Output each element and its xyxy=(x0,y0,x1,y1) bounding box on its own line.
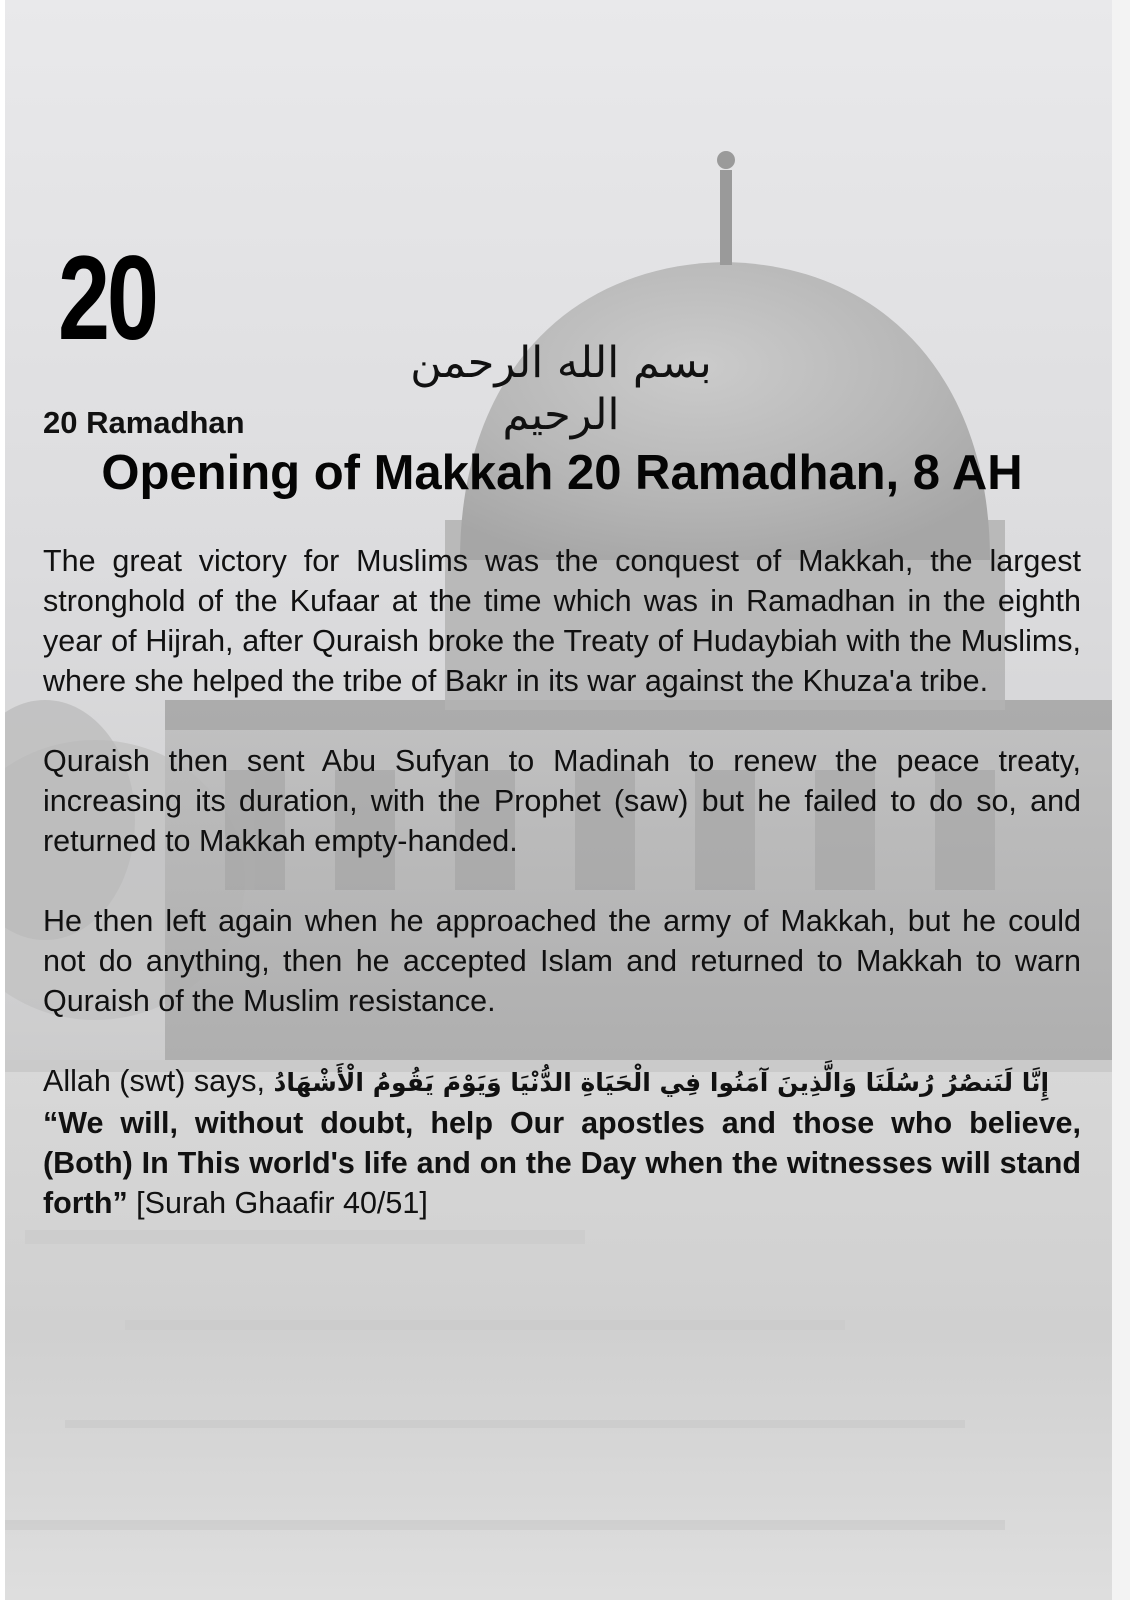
day-number: 20 xyxy=(58,231,156,365)
page-title: Opening of Makkah 20 Ramadhan, 8 AH xyxy=(101,446,1023,500)
basmala: بسم الله الرحمن الرحيم xyxy=(410,338,712,440)
paragraph: He then left again when he approached the army of Makkah, but he could not do anything, then he accepted Islam and returned to Makkah to warn Quraish of the Muslim resistance. xyxy=(43,904,1081,1018)
body-text xyxy=(43,541,1081,1223)
paragraph: Quraish then sent Abu Sufyan to Madinah to renew the peace treaty, increasing its duration, with the Prophet (saw) but he failed to do so, and returned to Makkah empty-handed. xyxy=(43,744,1081,858)
quote-arabic: إِنَّا لَنَنصُرُ رُسُلَنَا وَالَّذِينَ آمَنُوا فِي الْحَيَاةِ الدُّنْيَا وَيَوْمَ يَقُومُ الْأَشْهَادُ xyxy=(273,1068,1050,1097)
paragraph: The great victory for Muslims was the conquest of Makkah, the largest stronghold of the Kufaar at the time which was in Ramadhan in the eighth year of Hijrah, after Quraish broke the Treaty of Hudaybiah with the Muslims, where she helped the tribe of Bakr in its war against the Khuza'a tribe. xyxy=(43,544,1081,698)
quote-intro: Allah (swt) says, xyxy=(43,1064,274,1098)
page-margin-right xyxy=(1112,0,1130,1600)
quote-translation: “We will, without doubt, help Our apostles and those who believe, (Both) In This world's life and on the Day when the witnesses will stand forth” xyxy=(43,1106,1081,1220)
page-margin-left xyxy=(0,0,5,1600)
quran-quote xyxy=(43,1061,1081,1223)
quote-reference: [Surah Ghaafir 40/51] xyxy=(127,1186,428,1220)
subtitle: 20 Ramadhan xyxy=(43,405,245,440)
